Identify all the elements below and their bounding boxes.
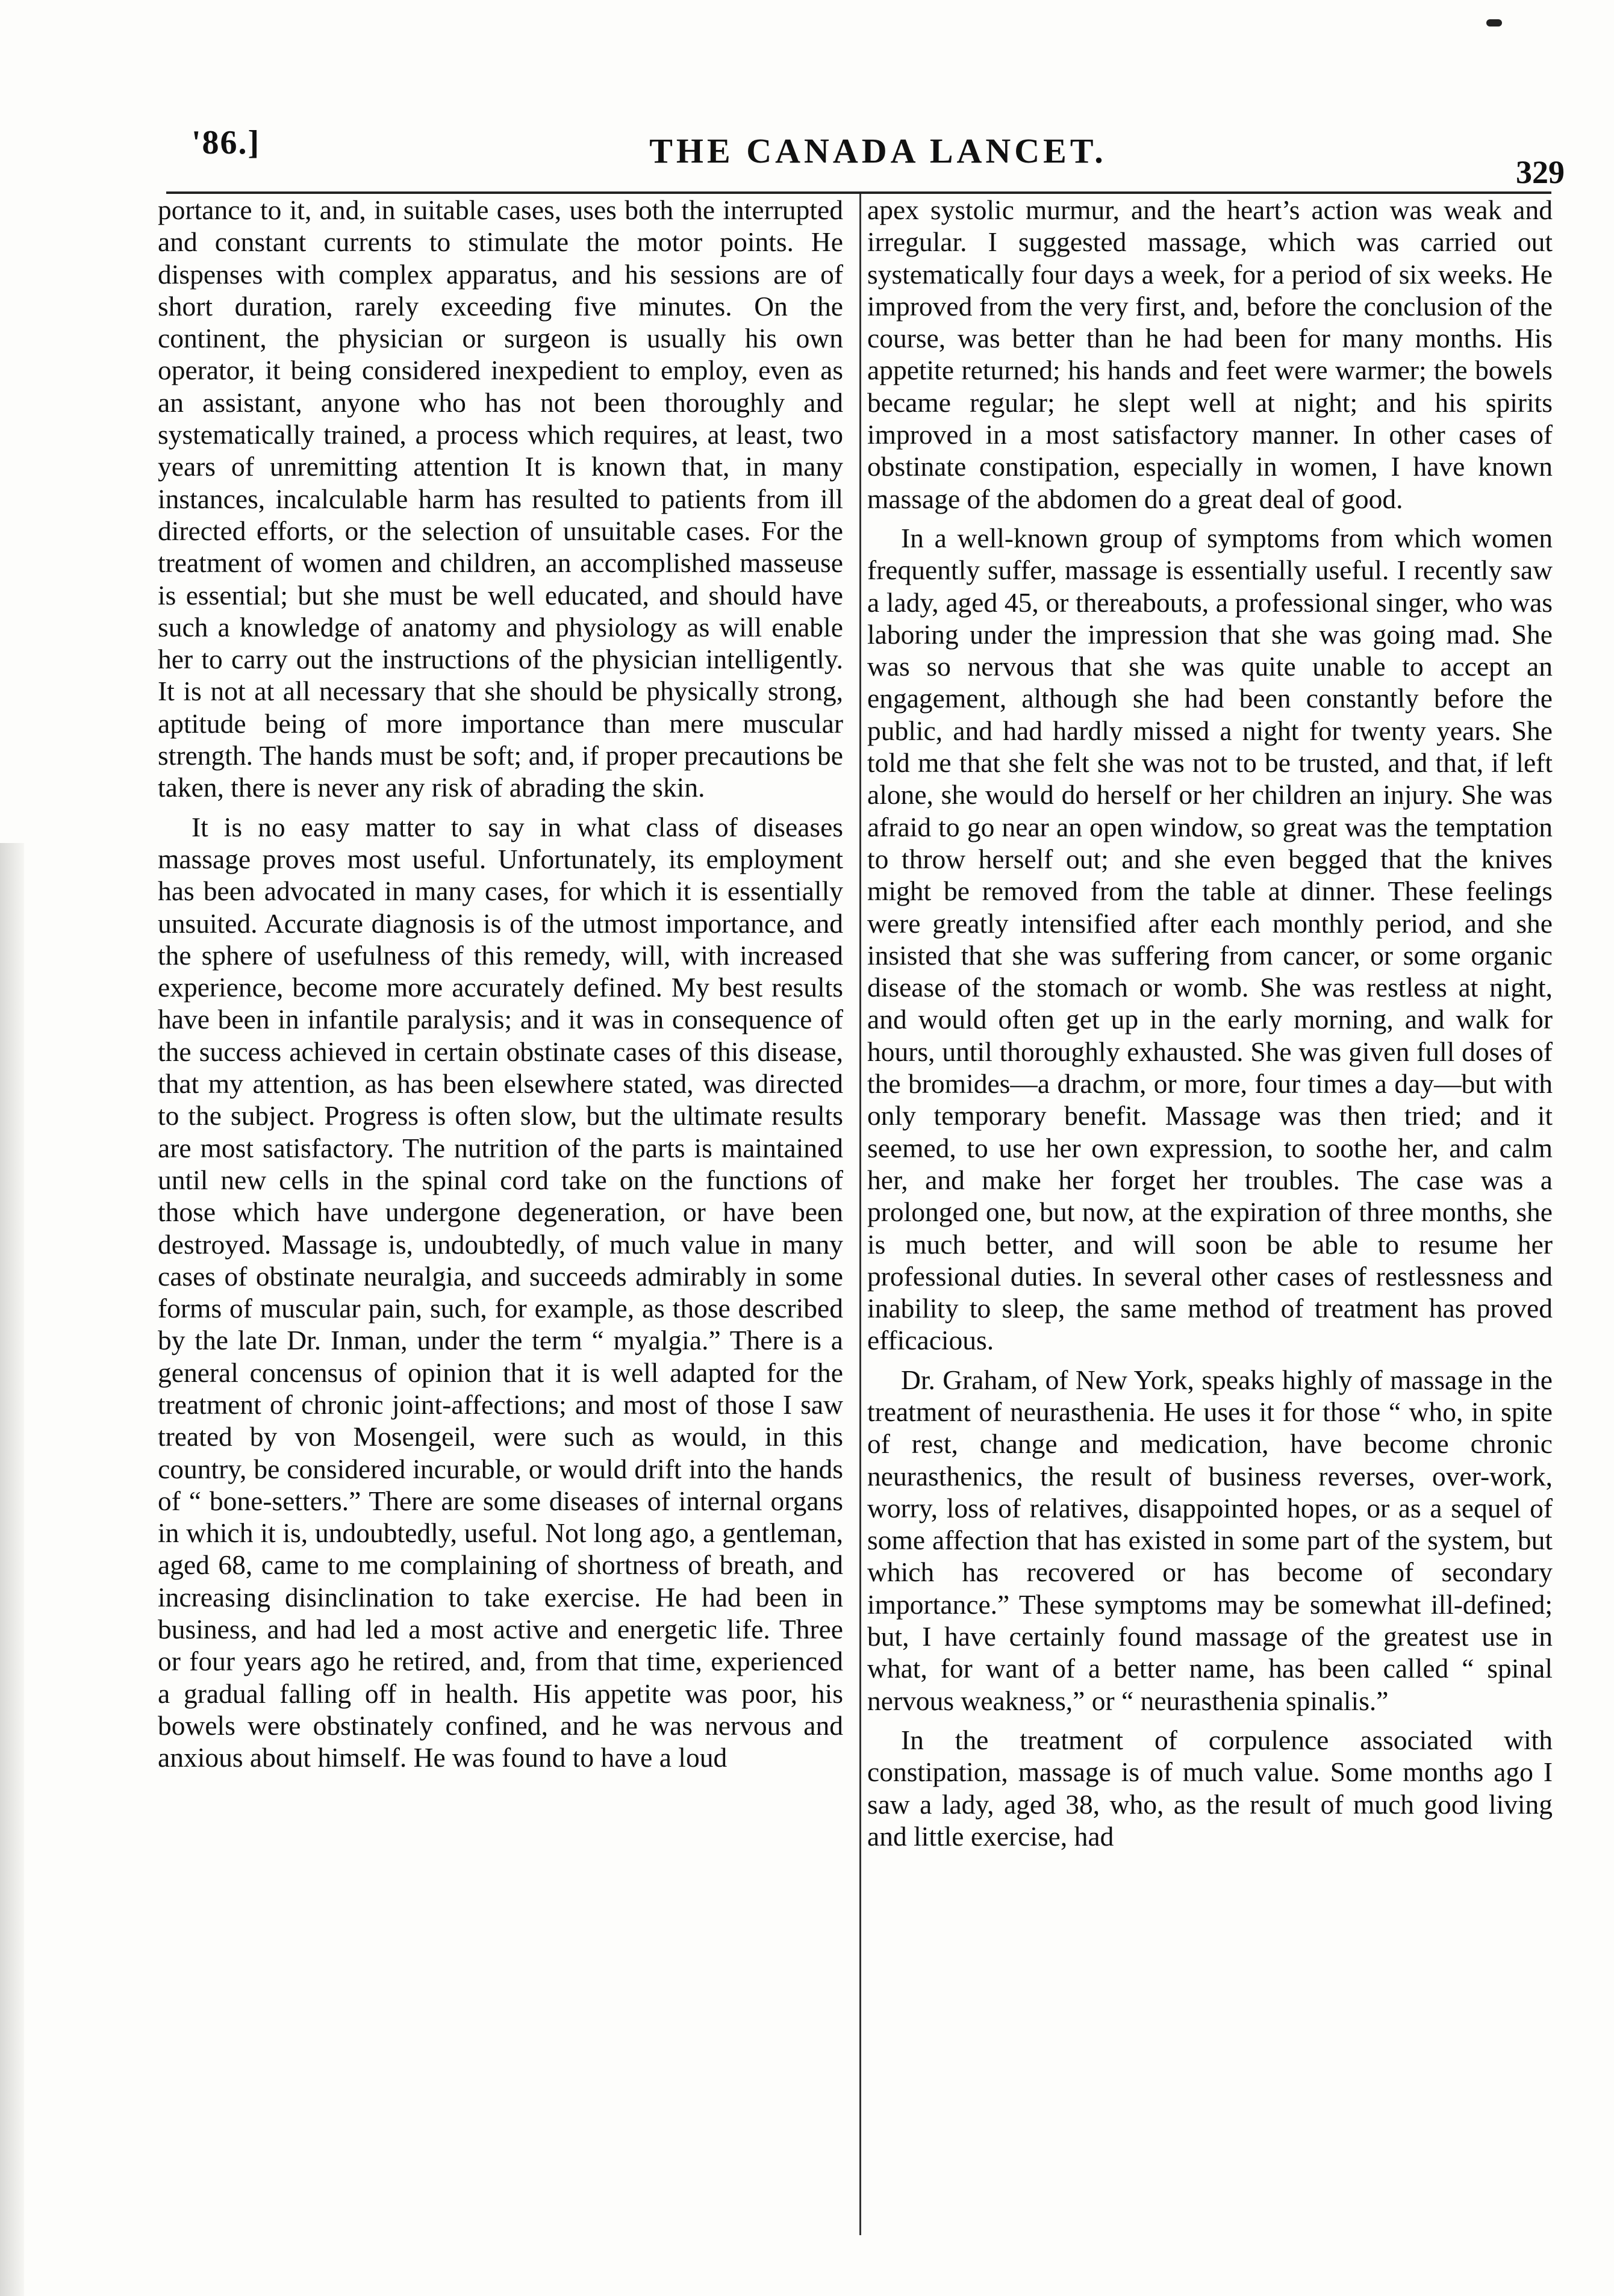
right-paragraph-3: Dr. Graham, of New York, speaks highly of massage in the treatment of neurasthenia. He uses it for those “ who, in spite of rest, change and medication, have become chronic neurasthenics, the result of business reverses, over-work, worry, loss of relatives, disappointed hopes, or as a sequel of some affection that has existed in some part of the system, but which has recovered or has become of secondary importance.” These symptoms may be somewhat ill-defined; but, I have certainly found massage of the greatest use in what, for want of a better name, has been called “ spinal nervous weakness,” or “ neurasthenia spinalis.” <box>867 1364 1553 1716</box>
column-divider <box>859 194 861 2235</box>
right-paragraph-4: In the treatment of corpulence associated with constipation, massage is of much value. Some months ago I saw a lady, aged 38, who, as the result of much good living and little exercise, had <box>867 1724 1553 1852</box>
print-speck <box>1486 19 1502 26</box>
header-year: '86.] <box>192 124 261 161</box>
right-column <box>867 194 1553 1859</box>
right-paragraph-1: apex systolic murmur, and the heart’s action was weak and irregular. I suggested massage, which was carried out systematically four days a week, for a period of six weeks. He improved from the very first, and, before the conclusion of the course, was better than he had been for many months. His appetite returned; his hands and feet were warmer; the bowels became regular; he slept well at night; and his spirits improved in a most satisfactory manner. In other cases of obstinate constipation, especially in women, I have known massage of the abdomen do a great deal of good. <box>867 194 1553 514</box>
binding-shadow <box>0 843 24 2296</box>
page-number: 329 <box>1516 154 1565 190</box>
left-paragraph-1: portance to it, and, in suitable cases, uses both the interrupted and constant currents to stimulate the motor points. He dispenses with complex apparatus, and his sessions are of short duration, rarely exceeding five minutes. On the continent, the physician or surgeon is usually his own operator, it being considered inexpedient to employ, even as an assistant, anyone who has not been thoroughly and systematically trained, a process which requires, at least, two years of unremitting attention It is known that, in many instances, incalculable harm has resulted to patients from ill directed efforts, or the selection of unsuitable cases. For the treatment of women and children, an accomplished masseuse is essential; but she must be well educated, and should have such a knowledge of anatomy and physiology as will enable her to carry out the instructions of the physician intelligently. It is not at all necessary that she should be physically strong, aptitude being of more importance than mere muscular strength. The hands must be soft; and, if proper precautions be taken, there is never any risk of abrading the skin. <box>158 194 843 803</box>
journal-title: THE CANADA LANCET. <box>649 131 1107 170</box>
left-paragraph-2: It is no easy matter to say in what class of diseases massage proves most useful. Unfortunately, its employment has been advocated in many cases, for which it is essentially unsuited. Accurate diagnosis is of the utmost importance, and the sphere of usefulness of this remedy, will, with increased experience, become more accurately defined. My best results have been in infantile paralysis; and it was in consequence of the success achieved in certain obstinate cases of this disease, that my attention, as has been elsewhere stated, was directed to the subject. Progress is often slow, but the ultimate results are most satisfactory. The nutrition of the parts is maintained until new cells in the spinal cord take on the functions of those which have undergone degeneration, or have been destroyed. Massage is, undoubtedly, of much value in many cases of obstinate neuralgia, and succeeds admirably in some forms of muscular pain, such, for example, as those described by the late Dr. Inman, under the term “ myalgia.” There is a general concensus of opinion that it is well adapted for the treatment of chronic joint-affections; and most of those I saw treated by von Mosengeil, were such as would, in this country, be considered incurable, or would drift into the hands of “ bone-setters.” There are some diseases of internal organs in which it is, undoubtedly, useful. Not long ago, a gentleman, aged 68, came to me complaining of shortness of breath, and increasing disinclination to take exercise. He had been in business, and had led a most active and energetic life. Three or four years ago he retired, and, from that time, experienced a gradual falling off in health. His appetite was poor, his bowels were obstinately confined, and he was nervous and anxious about himself. He was found to have a loud <box>158 811 843 1773</box>
right-paragraph-2: In a well-known group of symptoms from which women frequently suffer, massage is essentially useful. I recently saw a lady, aged 45, or thereabouts, a professional singer, who was laboring under the impression that she was going mad. She was so nervous that she was quite unable to accept an engagement, although she had been constantly before the public, and had hardly missed a night for twenty years. She told me that she felt she was not to be trusted, and that, if left alone, she would do herself or her children an injury. She was afraid to go near an open window, so great was the temptation to throw herself out; and she even begged that the knives might be removed from the table at dinner. These feelings were greatly intensified after each monthly period, and she insisted that she was suffering from cancer, or some organic disease of the stomach or womb. She was restless at night, and would often get up in the early morning, and walk for hours, until thoroughly exhausted. She was given full doses of the bromides—a drachm, or more, four times a day—but with only temporary benefit. Massage was then tried; and it seemed, to use her own expression, to soothe her, and calm her, and make her forget her troubles. The case was a prolonged one, but now, at the expiration of three months, she is much better, and will soon be able to resume her professional duties. In several other cases of restlessness and inability to sleep, the same method of treatment has proved efficacious. <box>867 522 1553 1356</box>
running-header <box>192 123 1565 190</box>
left-column <box>158 194 843 1781</box>
